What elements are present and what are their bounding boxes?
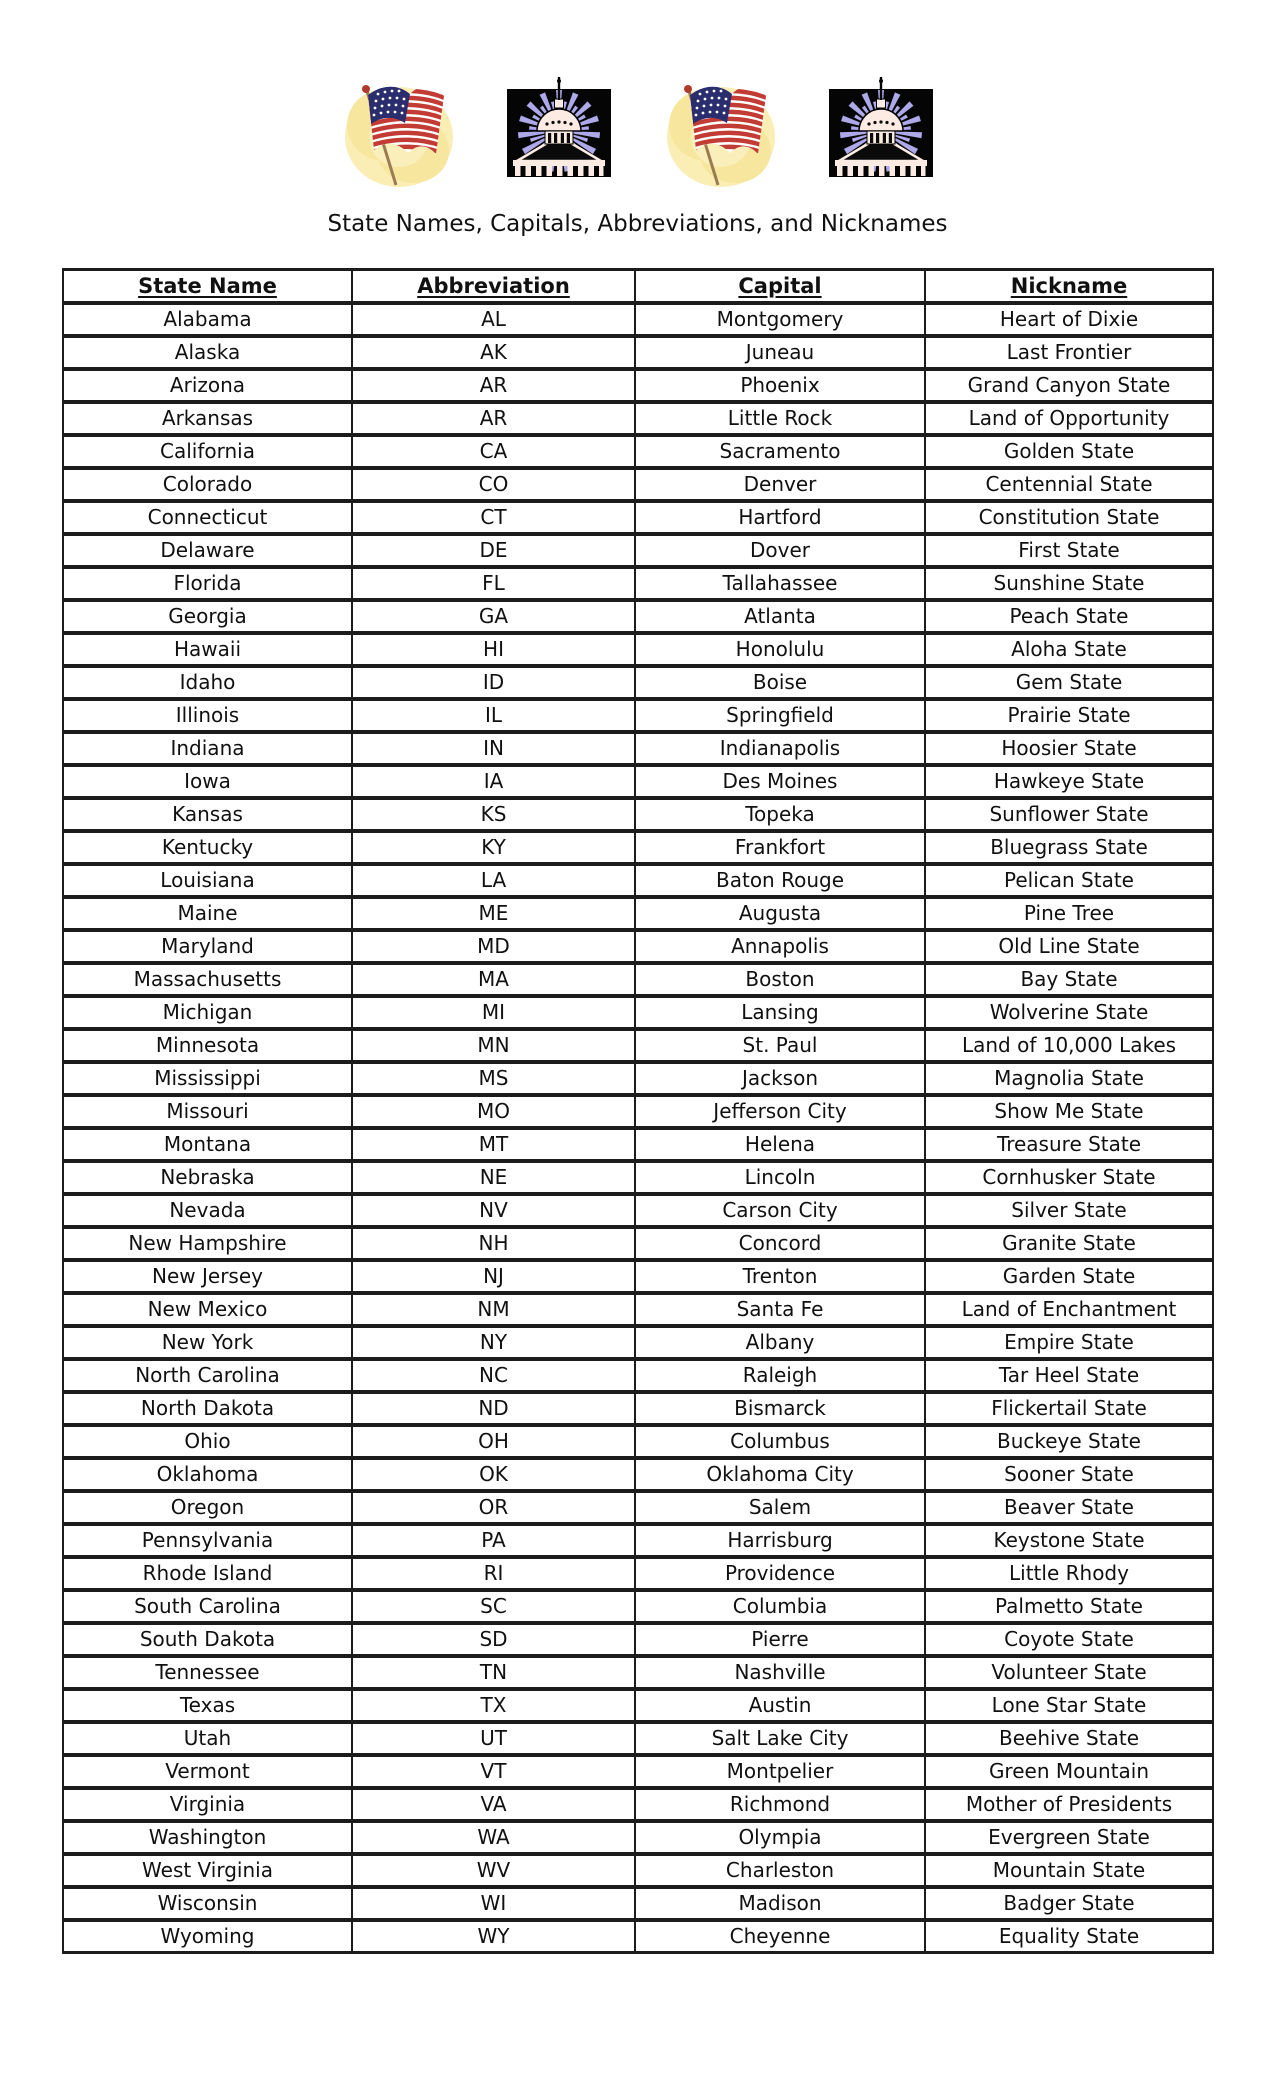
nickname-cell: Lone Star State xyxy=(925,1689,1213,1722)
capital-cell: Des Moines xyxy=(635,765,925,798)
abbreviation-cell: MI xyxy=(352,996,635,1029)
nickname-cell: Aloha State xyxy=(925,633,1213,666)
abbreviation-cell: OH xyxy=(352,1425,635,1458)
nickname-cell: Prairie State xyxy=(925,699,1213,732)
abbreviation-cell: HI xyxy=(352,633,635,666)
nickname-cell: Silver State xyxy=(925,1194,1213,1227)
state-name-cell: Wyoming xyxy=(63,1920,352,1953)
capital-cell: Sacramento xyxy=(635,435,925,468)
state-name-cell: Kansas xyxy=(63,798,352,831)
nickname-cell: Pine Tree xyxy=(925,897,1213,930)
state-name-cell: Connecticut xyxy=(63,501,352,534)
capital-cell: Phoenix xyxy=(635,369,925,402)
state-name-cell: Massachusetts xyxy=(63,963,352,996)
abbreviation-cell: ME xyxy=(352,897,635,930)
nickname-cell: Heart of Dixie xyxy=(925,303,1213,336)
abbreviation-cell: MO xyxy=(352,1095,635,1128)
abbreviation-cell: NE xyxy=(352,1161,635,1194)
abbreviation-cell: ND xyxy=(352,1392,635,1425)
abbreviation-cell: NV xyxy=(352,1194,635,1227)
capital-cell: Richmond xyxy=(635,1788,925,1821)
table-row xyxy=(63,1524,1213,1557)
abbreviation-cell: RI xyxy=(352,1557,635,1590)
capital-cell: Oklahoma City xyxy=(635,1458,925,1491)
nickname-cell: Old Line State xyxy=(925,930,1213,963)
state-name-cell: New Hampshire xyxy=(63,1227,352,1260)
table-row xyxy=(63,336,1213,369)
nickname-cell: Sooner State xyxy=(925,1458,1213,1491)
table-row xyxy=(63,798,1213,831)
abbreviation-cell: SD xyxy=(352,1623,635,1656)
state-name-cell: Nevada xyxy=(63,1194,352,1227)
capital-cell: Atlanta xyxy=(635,600,925,633)
nickname-cell: Grand Canyon State xyxy=(925,369,1213,402)
nickname-cell: Show Me State xyxy=(925,1095,1213,1128)
nickname-cell: Beehive State xyxy=(925,1722,1213,1755)
abbreviation-cell: CT xyxy=(352,501,635,534)
table-row xyxy=(63,1887,1213,1920)
capital-cell: Salt Lake City xyxy=(635,1722,925,1755)
table-row xyxy=(63,1623,1213,1656)
abbreviation-cell: WA xyxy=(352,1821,635,1854)
capital-cell: Juneau xyxy=(635,336,925,369)
table-row xyxy=(63,435,1213,468)
state-name-cell: Iowa xyxy=(63,765,352,798)
nickname-cell: Equality State xyxy=(925,1920,1213,1953)
state-name-cell: New York xyxy=(63,1326,352,1359)
abbreviation-cell: IL xyxy=(352,699,635,732)
table-row xyxy=(63,1227,1213,1260)
capital-cell: Frankfort xyxy=(635,831,925,864)
table-row xyxy=(63,996,1213,1029)
column-header-state-name: State Name xyxy=(63,269,352,303)
abbreviation-cell: WY xyxy=(352,1920,635,1953)
table-row xyxy=(63,468,1213,501)
capital-cell: Pierre xyxy=(635,1623,925,1656)
table-row xyxy=(63,897,1213,930)
nickname-cell: Hoosier State xyxy=(925,732,1213,765)
capital-cell: Concord xyxy=(635,1227,925,1260)
state-name-cell: Alabama xyxy=(63,303,352,336)
table-row xyxy=(63,1161,1213,1194)
state-name-cell: Idaho xyxy=(63,666,352,699)
table-row xyxy=(63,1326,1213,1359)
state-name-cell: California xyxy=(63,435,352,468)
abbreviation-cell: IA xyxy=(352,765,635,798)
table-row xyxy=(63,1755,1213,1788)
capital-cell: Raleigh xyxy=(635,1359,925,1392)
column-header-abbreviation: Abbreviation xyxy=(352,269,635,303)
nickname-cell: Little Rhody xyxy=(925,1557,1213,1590)
abbreviation-cell: WI xyxy=(352,1887,635,1920)
us-flag-icon xyxy=(661,73,779,191)
header-images-row xyxy=(0,0,1275,191)
abbreviation-cell: AL xyxy=(352,303,635,336)
state-name-cell: Oklahoma xyxy=(63,1458,352,1491)
capital-cell: Cheyenne xyxy=(635,1920,925,1953)
capital-cell: Jackson xyxy=(635,1062,925,1095)
capital-cell: Tallahassee xyxy=(635,567,925,600)
table-row xyxy=(63,1095,1213,1128)
state-name-cell: New Jersey xyxy=(63,1260,352,1293)
table-row xyxy=(63,1557,1213,1590)
nickname-cell: Volunteer State xyxy=(925,1656,1213,1689)
nickname-cell: First State xyxy=(925,534,1213,567)
nickname-cell: Gem State xyxy=(925,666,1213,699)
nickname-cell: Beaver State xyxy=(925,1491,1213,1524)
nickname-cell: Pelican State xyxy=(925,864,1213,897)
capital-cell: Annapolis xyxy=(635,930,925,963)
capital-cell: Trenton xyxy=(635,1260,925,1293)
abbreviation-cell: SC xyxy=(352,1590,635,1623)
states-table xyxy=(62,268,1214,1954)
state-name-cell: Indiana xyxy=(63,732,352,765)
abbreviation-cell: NH xyxy=(352,1227,635,1260)
state-name-cell: Mississippi xyxy=(63,1062,352,1095)
table-row xyxy=(63,1194,1213,1227)
capital-cell: Little Rock xyxy=(635,402,925,435)
state-name-cell: Wisconsin xyxy=(63,1887,352,1920)
nickname-cell: Palmetto State xyxy=(925,1590,1213,1623)
capital-cell: Hartford xyxy=(635,501,925,534)
abbreviation-cell: TX xyxy=(352,1689,635,1722)
abbreviation-cell: IN xyxy=(352,732,635,765)
abbreviation-cell: KY xyxy=(352,831,635,864)
abbreviation-cell: KS xyxy=(352,798,635,831)
state-name-cell: Texas xyxy=(63,1689,352,1722)
abbreviation-cell: MS xyxy=(352,1062,635,1095)
abbreviation-cell: AK xyxy=(352,336,635,369)
table-row xyxy=(63,765,1213,798)
table-row xyxy=(63,1854,1213,1887)
state-name-cell: New Mexico xyxy=(63,1293,352,1326)
state-name-cell: West Virginia xyxy=(63,1854,352,1887)
capital-cell: Augusta xyxy=(635,897,925,930)
capital-cell: Madison xyxy=(635,1887,925,1920)
table-row xyxy=(63,303,1213,336)
abbreviation-cell: NJ xyxy=(352,1260,635,1293)
state-name-cell: Maryland xyxy=(63,930,352,963)
nickname-cell: Garden State xyxy=(925,1260,1213,1293)
abbreviation-cell: MA xyxy=(352,963,635,996)
abbreviation-cell: PA xyxy=(352,1524,635,1557)
capital-cell: Carson City xyxy=(635,1194,925,1227)
capital-cell: Nashville xyxy=(635,1656,925,1689)
capital-cell: Charleston xyxy=(635,1854,925,1887)
table-row xyxy=(63,864,1213,897)
table-row xyxy=(63,501,1213,534)
abbreviation-cell: VA xyxy=(352,1788,635,1821)
table-row xyxy=(63,1425,1213,1458)
state-name-cell: Delaware xyxy=(63,534,352,567)
state-name-cell: North Dakota xyxy=(63,1392,352,1425)
table-row xyxy=(63,1359,1213,1392)
table-row xyxy=(63,1590,1213,1623)
state-name-cell: Minnesota xyxy=(63,1029,352,1062)
abbreviation-cell: NC xyxy=(352,1359,635,1392)
table-row xyxy=(63,1821,1213,1854)
nickname-cell: Empire State xyxy=(925,1326,1213,1359)
nickname-cell: Buckeye State xyxy=(925,1425,1213,1458)
state-name-cell: South Carolina xyxy=(63,1590,352,1623)
state-name-cell: Rhode Island xyxy=(63,1557,352,1590)
table-row xyxy=(63,1722,1213,1755)
state-name-cell: South Dakota xyxy=(63,1623,352,1656)
nickname-cell: Badger State xyxy=(925,1887,1213,1920)
table-row xyxy=(63,1029,1213,1062)
nickname-cell: Centennial State xyxy=(925,468,1213,501)
table-row xyxy=(63,633,1213,666)
capitol-icon xyxy=(503,73,615,185)
table-row xyxy=(63,1920,1213,1953)
table-row xyxy=(63,1491,1213,1524)
states-table-body xyxy=(63,303,1213,1953)
abbreviation-cell: DE xyxy=(352,534,635,567)
state-name-cell: Pennsylvania xyxy=(63,1524,352,1557)
state-name-cell: Colorado xyxy=(63,468,352,501)
state-name-cell: Utah xyxy=(63,1722,352,1755)
abbreviation-cell: UT xyxy=(352,1722,635,1755)
state-name-cell: Michigan xyxy=(63,996,352,1029)
abbreviation-cell: WV xyxy=(352,1854,635,1887)
capital-cell: Providence xyxy=(635,1557,925,1590)
nickname-cell: Flickertail State xyxy=(925,1392,1213,1425)
nickname-cell: Treasure State xyxy=(925,1128,1213,1161)
nickname-cell: Green Mountain xyxy=(925,1755,1213,1788)
capital-cell: Austin xyxy=(635,1689,925,1722)
capital-cell: Lincoln xyxy=(635,1161,925,1194)
state-name-cell: Arkansas xyxy=(63,402,352,435)
table-row xyxy=(63,1689,1213,1722)
abbreviation-cell: AR xyxy=(352,402,635,435)
state-name-cell: Maine xyxy=(63,897,352,930)
table-row xyxy=(63,1656,1213,1689)
table-row xyxy=(63,732,1213,765)
capital-cell: St. Paul xyxy=(635,1029,925,1062)
abbreviation-cell: OK xyxy=(352,1458,635,1491)
state-name-cell: North Carolina xyxy=(63,1359,352,1392)
abbreviation-cell: CA xyxy=(352,435,635,468)
capital-cell: Albany xyxy=(635,1326,925,1359)
nickname-cell: Sunflower State xyxy=(925,798,1213,831)
abbreviation-cell: AR xyxy=(352,369,635,402)
state-name-cell: Montana xyxy=(63,1128,352,1161)
capital-cell: Jefferson City xyxy=(635,1095,925,1128)
capital-cell: Honolulu xyxy=(635,633,925,666)
capital-cell: Baton Rouge xyxy=(635,864,925,897)
capital-cell: Bismarck xyxy=(635,1392,925,1425)
table-header-row xyxy=(63,269,1213,303)
table-row xyxy=(63,369,1213,402)
table-row xyxy=(63,600,1213,633)
nickname-cell: Tar Heel State xyxy=(925,1359,1213,1392)
us-flag-icon xyxy=(339,73,457,191)
table-row xyxy=(63,1128,1213,1161)
capital-cell: Santa Fe xyxy=(635,1293,925,1326)
page-title: State Names, Capitals, Abbreviations, and Nicknames xyxy=(327,211,948,237)
state-name-cell: Arizona xyxy=(63,369,352,402)
capital-cell: Helena xyxy=(635,1128,925,1161)
abbreviation-cell: TN xyxy=(352,1656,635,1689)
abbreviation-cell: MD xyxy=(352,930,635,963)
capital-cell: Salem xyxy=(635,1491,925,1524)
capital-cell: Montgomery xyxy=(635,303,925,336)
nickname-cell: Magnolia State xyxy=(925,1062,1213,1095)
nickname-cell: Land of Enchantment xyxy=(925,1293,1213,1326)
abbreviation-cell: VT xyxy=(352,1755,635,1788)
nickname-cell: Constitution State xyxy=(925,501,1213,534)
capital-cell: Harrisburg xyxy=(635,1524,925,1557)
capital-cell: Lansing xyxy=(635,996,925,1029)
state-name-cell: Florida xyxy=(63,567,352,600)
column-header-nickname: Nickname xyxy=(925,269,1213,303)
table-row xyxy=(63,1392,1213,1425)
nickname-cell: Hawkeye State xyxy=(925,765,1213,798)
nickname-cell: Granite State xyxy=(925,1227,1213,1260)
nickname-cell: Land of Opportunity xyxy=(925,402,1213,435)
capital-cell: Columbus xyxy=(635,1425,925,1458)
nickname-cell: Mother of Presidents xyxy=(925,1788,1213,1821)
nickname-cell: Coyote State xyxy=(925,1623,1213,1656)
table-row xyxy=(63,831,1213,864)
state-name-cell: Washington xyxy=(63,1821,352,1854)
table-row xyxy=(63,963,1213,996)
state-name-cell: Louisiana xyxy=(63,864,352,897)
table-row xyxy=(63,930,1213,963)
state-name-cell: Vermont xyxy=(63,1755,352,1788)
table-row xyxy=(63,1260,1213,1293)
capital-cell: Olympia xyxy=(635,1821,925,1854)
nickname-cell: Golden State xyxy=(925,435,1213,468)
abbreviation-cell: MN xyxy=(352,1029,635,1062)
abbreviation-cell: OR xyxy=(352,1491,635,1524)
state-name-cell: Virginia xyxy=(63,1788,352,1821)
column-header-capital: Capital xyxy=(635,269,925,303)
state-name-cell: Nebraska xyxy=(63,1161,352,1194)
nickname-cell: Last Frontier xyxy=(925,336,1213,369)
abbreviation-cell: GA xyxy=(352,600,635,633)
table-row xyxy=(63,666,1213,699)
capital-cell: Boise xyxy=(635,666,925,699)
abbreviation-cell: FL xyxy=(352,567,635,600)
table-row xyxy=(63,567,1213,600)
abbreviation-cell: CO xyxy=(352,468,635,501)
capital-cell: Dover xyxy=(635,534,925,567)
table-row xyxy=(63,699,1213,732)
abbreviation-cell: ID xyxy=(352,666,635,699)
nickname-cell: Evergreen State xyxy=(925,1821,1213,1854)
capital-cell: Boston xyxy=(635,963,925,996)
capital-cell: Springfield xyxy=(635,699,925,732)
nickname-cell: Sunshine State xyxy=(925,567,1213,600)
capital-cell: Topeka xyxy=(635,798,925,831)
capitol-icon xyxy=(825,73,937,185)
state-name-cell: Ohio xyxy=(63,1425,352,1458)
state-name-cell: Tennessee xyxy=(63,1656,352,1689)
state-name-cell: Illinois xyxy=(63,699,352,732)
state-name-cell: Hawaii xyxy=(63,633,352,666)
table-row xyxy=(63,1062,1213,1095)
capital-cell: Denver xyxy=(635,468,925,501)
abbreviation-cell: MT xyxy=(352,1128,635,1161)
capital-cell: Columbia xyxy=(635,1590,925,1623)
nickname-cell: Keystone State xyxy=(925,1524,1213,1557)
state-name-cell: Missouri xyxy=(63,1095,352,1128)
nickname-cell: Bay State xyxy=(925,963,1213,996)
table-row xyxy=(63,1788,1213,1821)
nickname-cell: Peach State xyxy=(925,600,1213,633)
table-row xyxy=(63,402,1213,435)
capital-cell: Indianapolis xyxy=(635,732,925,765)
nickname-cell: Mountain State xyxy=(925,1854,1213,1887)
state-name-cell: Georgia xyxy=(63,600,352,633)
capital-cell: Montpelier xyxy=(635,1755,925,1788)
state-name-cell: Alaska xyxy=(63,336,352,369)
state-name-cell: Kentucky xyxy=(63,831,352,864)
state-name-cell: Oregon xyxy=(63,1491,352,1524)
nickname-cell: Land of 10,000 Lakes xyxy=(925,1029,1213,1062)
abbreviation-cell: NM xyxy=(352,1293,635,1326)
table-row xyxy=(63,1458,1213,1491)
abbreviation-cell: NY xyxy=(352,1326,635,1359)
table-row xyxy=(63,534,1213,567)
table-row xyxy=(63,1293,1213,1326)
nickname-cell: Wolverine State xyxy=(925,996,1213,1029)
abbreviation-cell: LA xyxy=(352,864,635,897)
nickname-cell: Cornhusker State xyxy=(925,1161,1213,1194)
nickname-cell: Bluegrass State xyxy=(925,831,1213,864)
